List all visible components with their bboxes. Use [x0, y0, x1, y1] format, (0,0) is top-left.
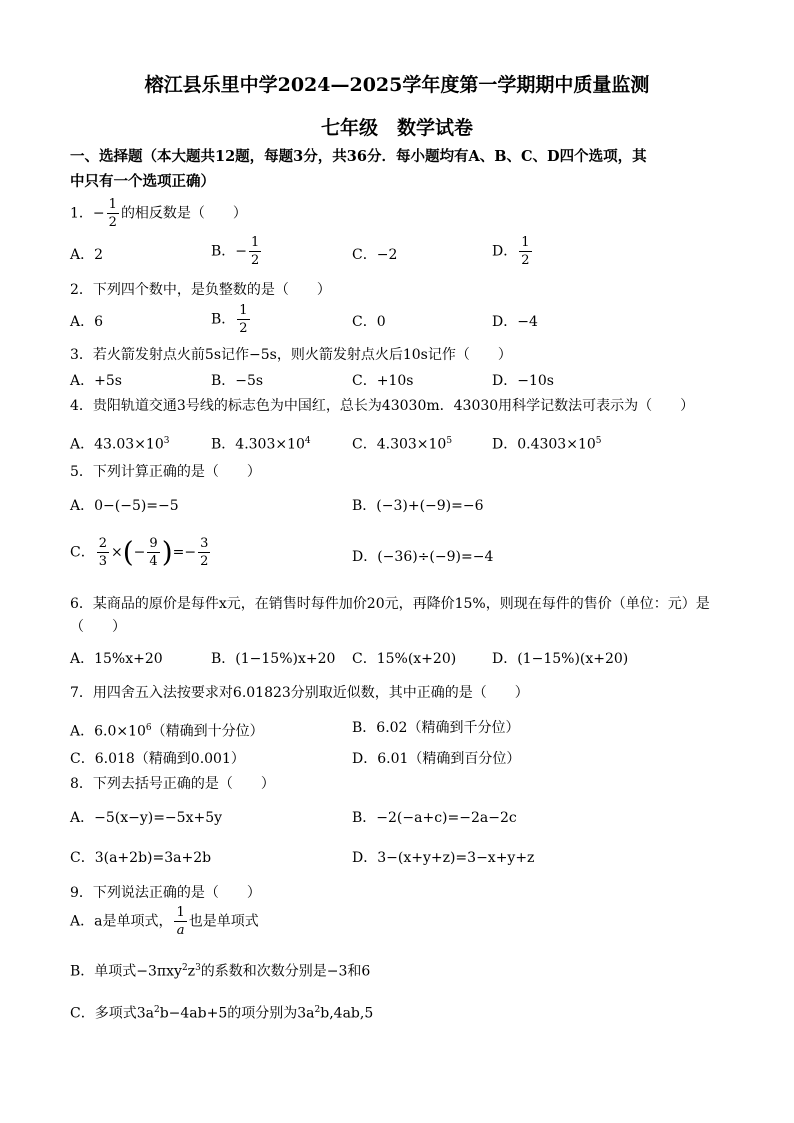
q6-option-d[interactable]: D．(1−15%)(x+20) — [492, 651, 629, 667]
q6-option-a[interactable]: A．15%x+20 — [70, 651, 163, 667]
question-6-stem-line1: 6．某商品的原价是每件x元，在销售时每件加价20元，再降价15%，则现在每件的售价（单位：元）是 — [70, 596, 710, 612]
q3-option-d[interactable]: D．−10s — [492, 373, 554, 389]
question-5-stem: 5．下列计算正确的是（ ） — [70, 464, 261, 480]
q9-option-c[interactable]: C．多项式$3a^2b-4ab+5$的项分别为$3a^2b,4ab,5$ — [70, 1005, 374, 1022]
question-2-stem: 2．下列四个数中，是负整数的是（ ） — [70, 282, 331, 298]
q4-option-b[interactable]: B．$4.303\times 10^4$ — [211, 436, 311, 453]
q1-option-c[interactable]: C．−2 — [352, 247, 398, 263]
q1-option-b[interactable]: B．− $\frac{1}{2}$ — [211, 235, 260, 268]
q2-option-d[interactable]: D．−4 — [492, 314, 538, 330]
question-4-stem: 4．贵阳轨道交通3号线的标志色为中国红，总长为43030m．43030用科学记数法可表示为（ ） — [70, 398, 695, 414]
q4-option-d[interactable]: D．$0.4303\times 10^5$ — [492, 436, 602, 453]
q1-option-d[interactable]: D． $\frac{1}{2}$ — [492, 235, 530, 268]
q9-option-b[interactable]: B．单项式$-3\pi xy^2z^3$的系数和次数分别是−3和6 — [70, 963, 371, 980]
q8-option-c[interactable]: C．3(a+2b)=3a+2b — [70, 850, 212, 866]
q5-option-a[interactable]: A．0−(−5)=−5 — [70, 498, 179, 514]
section-heading-line2: 中只有一个选项正确） — [70, 173, 215, 190]
q4-option-c[interactable]: C．$4.303\times 10^5$ — [352, 436, 453, 453]
question-7-stem: 7．用四舍五入法按要求对6.01823分别取近似数，其中正确的是（ ） — [70, 685, 529, 701]
q7-option-d[interactable]: D．6.01（精确到百分位） — [352, 751, 521, 767]
q6-option-c[interactable]: C．15%(x+20) — [352, 651, 457, 667]
question-6-stem-line2: （ ） — [70, 619, 126, 635]
question-1-stem — [70, 198, 247, 229]
q6-option-b[interactable]: B．(1−15%)x+20 — [211, 651, 336, 667]
q2-option-a[interactable]: A．6 — [70, 314, 104, 330]
question-8-stem: 8．下列去括号正确的是（ ） — [70, 776, 275, 792]
q8-option-a[interactable]: A．−5(x−y)=−5x+5y — [70, 810, 223, 826]
section-heading-line1: 一、选择题（本大题共12题，每题3分，共36分．每小题均有A、B、C、D四个选项，其 — [70, 148, 647, 165]
q4-option-a[interactable]: A．$43.03\times 10^3$ — [70, 436, 170, 453]
q3-option-c[interactable]: C．+10s — [352, 373, 414, 389]
q8-option-d[interactable]: D．3−(x+y+z)=3−x+y+z — [352, 850, 535, 866]
q3-option-b[interactable]: B．−5s — [211, 373, 264, 389]
question-3-stem: 3．若火箭发射点火前5s记作−5s，则火箭发射点火后10s记作（ ） — [70, 347, 512, 363]
q8-option-b[interactable]: B．−2(−a+c)=−2a−2c — [352, 810, 517, 826]
q1-text: 的相反数是（ ） — [120, 205, 247, 222]
question-9-stem: 9．下列说法正确的是（ ） — [70, 885, 261, 901]
q2-option-b[interactable]: B． $\frac{1}{2}$ — [211, 303, 248, 336]
q5-option-b[interactable]: B．(−3)+(−9)=−6 — [352, 498, 484, 514]
q3-option-a[interactable]: A．+5s — [70, 373, 122, 389]
q1-option-a[interactable]: A．2 — [70, 247, 104, 263]
q7-option-b[interactable]: B．6.02（精确到千分位） — [352, 720, 520, 736]
page-subtitle: 七年级 数学试卷 — [320, 117, 473, 139]
q1-fraction: $\frac{1}{2}$ — [108, 197, 117, 230]
q5-option-d[interactable]: D．(−36)÷(−9)=−4 — [352, 549, 494, 565]
q1-number: 1． — [70, 205, 93, 222]
q5-option-c[interactable]: C． $\frac{2}{3}$ ×(− $\frac{9}{4}$ )=− $\frac{3}{2}$ — [70, 535, 209, 569]
q1-sign: − — [92, 205, 105, 222]
page-title: 榕江县乐里中学2024—2025学年度第一学期期中质量监测 — [144, 74, 650, 96]
section-heading — [70, 144, 730, 194]
q7-option-a[interactable]: A．$6.0\times 10^6$（精确到十分位） — [70, 723, 264, 740]
q2-option-c[interactable]: C．0 — [352, 314, 386, 330]
q9-option-a[interactable]: A．a是单项式， $\frac{1}{a}$ 也是单项式 — [70, 905, 259, 938]
q7-option-c[interactable]: C．6.018（精确到0.001） — [70, 751, 245, 767]
